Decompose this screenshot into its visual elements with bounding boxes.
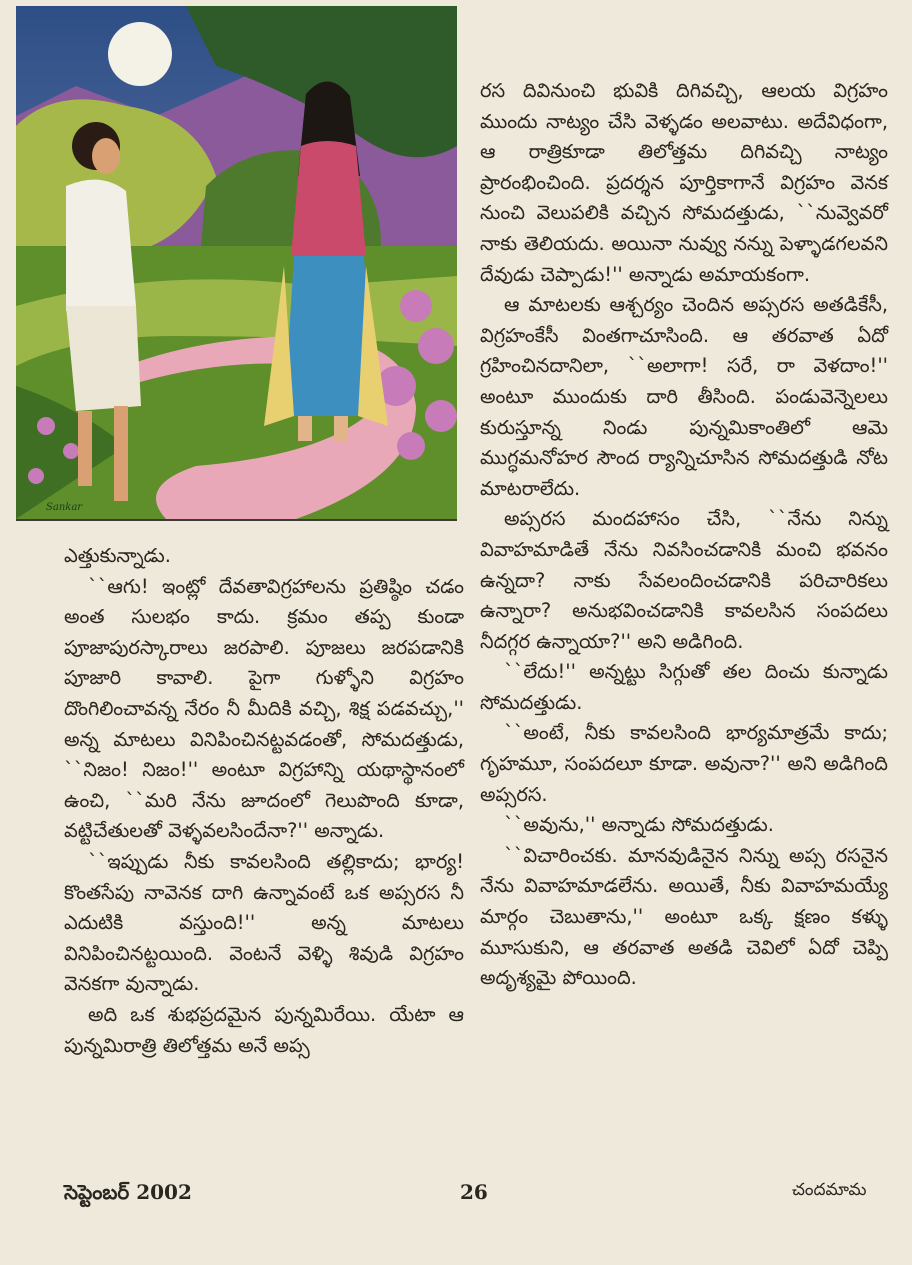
issue-date: సెప్టెంబర్ 2002: [64, 1180, 192, 1204]
story-illustration: [16, 6, 457, 521]
left-text-column: [64, 541, 464, 1061]
magazine-name: చందమామ: [792, 1180, 867, 1200]
paragraph: ``ఇప్పుడు నీకు కావలసింది తల్లికాదు; భార్య! కొంతసేపు నావెనక దాగి ఉన్నావంటే ఒక అప్సరస నీ ఎదుటికి వస్తుంది!'' అన్న మాటలు వినిపించినట్టయింది. వెంటనే వెళ్ళి శివుడి విగ్రహం వెనకగా వున్నాడు.: [64, 849, 464, 996]
paragraph: రస దివినుంచి భువికి దిగివచ్చి, ఆలయ విగ్రహం ముందు నాట్యం చేసి వెళ్ళడం అలవాటు. అదేవిధంగా, ఆ రాత్రికూడా తిలోత్తమ దిగివచ్చి నాట్యం ప్రారంభించింది. ప్రదర్శన పూర్తికాగానే విగ్రహం వెనక నుంచి వెలుపలికి వచ్చిన సోమదత్తుడు, ``నువ్వెవరో నాకు తెలియదు. అయినా నువ్వు నన్ను పెళ్ళాడగలవని దేవుడు చెప్పాడు!'' అన్నాడు అమాయకంగా.: [480, 79, 888, 286]
page-number: 26: [460, 1180, 488, 1204]
paragraph: ``లేదు!'' అన్నట్టు సిగ్గుతో తల దించు కున్నాడు సోమదత్తుడు.: [480, 660, 888, 714]
paragraph: ఆ మాటలకు ఆశ్చర్యం చెందిన అప్సరస అతడికేసీ, విగ్రహంకేసీ వింతగాచూసింది. ఆ తరవాత ఏదో గ్రహించినదానిలా, ``అలాగా! సరే, రా వెళదాం!'' అంటూ ముందుకు దారి తీసింది. పండువెన్నెలలు కురుస్తూన్న నిండు పున్నమికాంతిలో ఆమె ముగ్ధమనోహర సౌంద ర్యాన్నిచూసిన సోమదత్తుడి నోట మాటరాలేదు.: [480, 293, 888, 500]
illustration-art: [16, 6, 457, 519]
right-text-column: [480, 76, 888, 994]
paragraph: అప్సరస మందహాసం చేసి, ``నేను నిన్ను వివాహమాడితే నేను నివసించడానికి మంచి భవనం ఉన్నదా? నాకు సేవలందించడానికి పరిచారికలు ఉన్నారా? అనుభవించడానికి కావలసిన సంపదలు నీదగ్గర ఉన్నాయా?'' అని అడిగింది.: [480, 507, 888, 653]
paragraph: ఎత్తుకున్నాడు.: [64, 544, 171, 567]
paragraph: అది ఒక శుభప్రదమైన పున్నమిరేయి. యేటా ఆ పున్నమిరాత్రి తిలోత్తమ అనే అప్స: [64, 1002, 464, 1057]
paragraph: ``ఆగు! ఇంట్లో దేవతావిగ్రహాలను ప్రతిష్ఠిం చడం అంత సులభం కాదు. క్రమం తప్ప కుండా పూజాపురస్కారాలు జరపాలి. పూజలు జరపడానికి పూజారి కావాలి. పైగా గుళ్ళోని విగ్రహం దొంగిలించావన్న నేరం నీ మీదికి వచ్చి, శిక్ష పడవచ్చు,'' అన్న మాటలు వినిపించినట్టవడంతో, సోమదత్తుడు, ``నిజం! నిజం!'' అంటూ విగ్రహాన్ని యథాస్థానంలో ఉంచి, ``మరి నేను జూదంలో గెలుపొంది కూడా, వట్టిచేతులతో వెళ్ళవలసిందేనా?'' అన్నాడు.: [64, 574, 464, 843]
paragraph: ``విచారించకు. మానవుడినైన నిన్ను అప్స రసనైన నేను వివాహమాడలేను. అయితే, నీకు వివాహమయ్యే మార్గం చెబుతాను,'' అంటూ ఒక్క క్షణం కళ్ళు మూసుకుని, ఆ తరవాత అతడి చెవిలో ఏదో చెప్పి అదృశ్యమై పోయింది.: [480, 843, 888, 990]
paragraph: ``అవును,'' అన్నాడు సోమదత్తుడు.: [504, 813, 774, 837]
moon-icon: [108, 22, 172, 86]
paragraph: ``అంటే, నీకు కావలసింది భార్యమాత్రమే కాదు; గృహమూ, సంపదలూ కూడా. అవునా?'' అని అడిగింది అప్సరస.: [480, 721, 888, 806]
artist-signature: Sankar: [46, 502, 83, 513]
